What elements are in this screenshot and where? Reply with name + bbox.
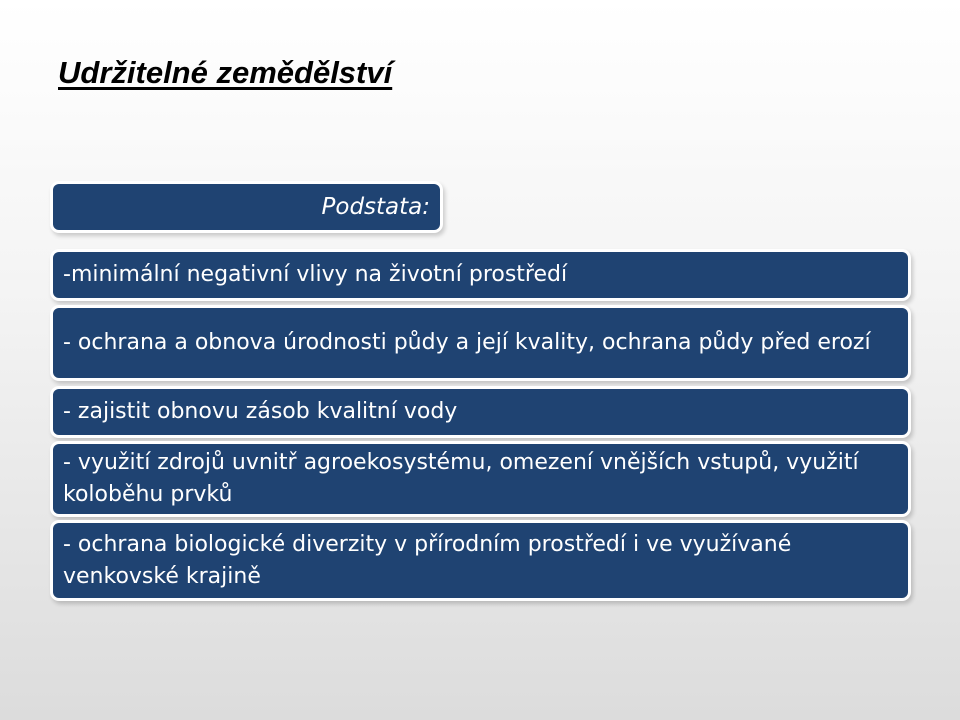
list-item-resources — [53, 444, 908, 514]
list-item-text: - využití zdrojů uvnitř agroekosystému, omezení vnějších vstupů, využití koloběhu prvků — [63, 450, 859, 507]
list-item-text: -minimální negativní vlivy na životní prostředí — [63, 262, 568, 287]
slide-title: Udržitelné zemědělství — [58, 55, 393, 90]
list-item-text: - zajistit obnovu zásob kvalitní vody — [63, 399, 458, 424]
list-item-soil — [53, 308, 908, 378]
podstata-header-box — [53, 184, 440, 230]
list-item-water — [53, 389, 908, 435]
list-item-environment — [53, 252, 908, 298]
list-item-biodiversity — [53, 523, 908, 598]
list-item-text: - ochrana biologické diverzity v přírodním prostředí i ve využívané venkovské krajině — [63, 531, 792, 589]
list-item-text: - ochrana a obnova úrodnosti půdy a její kvality, ochrana půdy před erozí — [63, 330, 871, 355]
podstata-header-label: Podstata: — [321, 194, 430, 220]
